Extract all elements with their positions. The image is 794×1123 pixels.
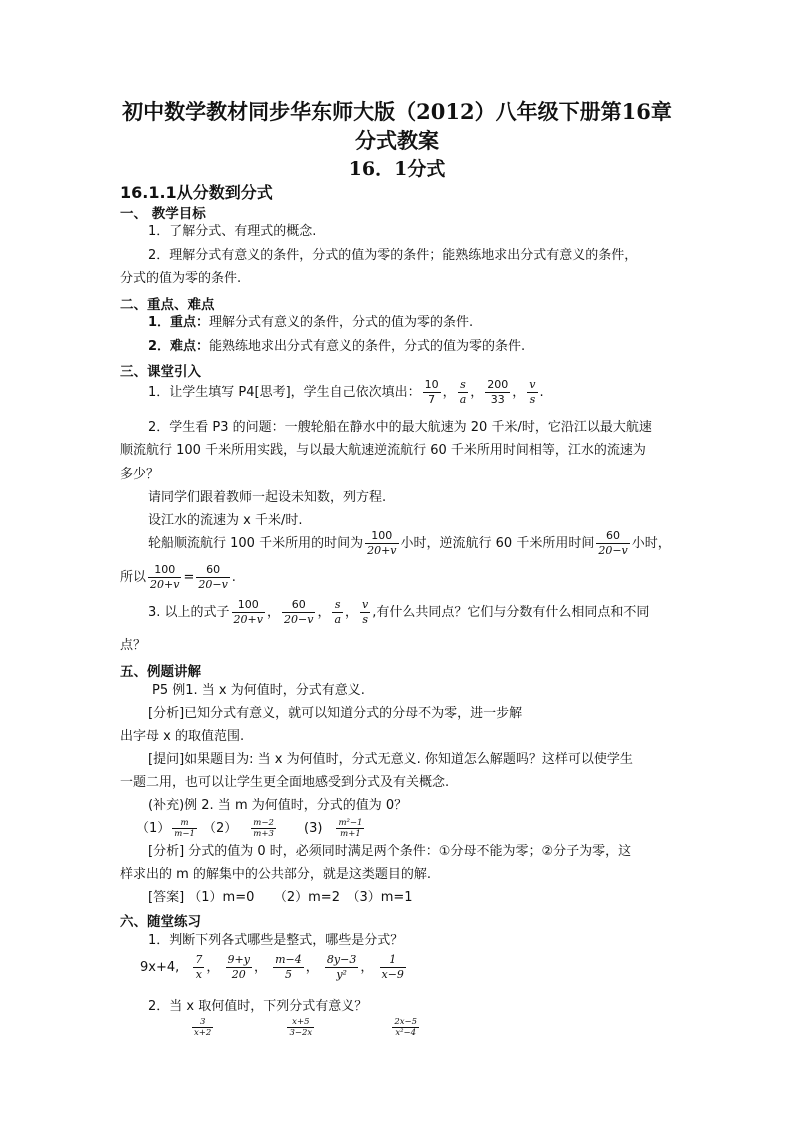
question-1b: 一题二用，也可以让学生更全面地感受到分式及有关概念. xyxy=(120,775,450,790)
heading-practice: 六、随堂练习 xyxy=(120,914,201,930)
intro-p4: 设江水的流速为 x 千米/时. xyxy=(148,513,303,528)
fraction xyxy=(332,598,343,627)
fraction xyxy=(148,563,181,592)
example-2-items xyxy=(136,814,366,844)
denominator: 20−v xyxy=(598,544,628,557)
denominator: 20−v xyxy=(198,578,228,591)
fraction xyxy=(287,1017,314,1038)
fraction xyxy=(360,598,370,627)
numerator: m xyxy=(172,818,197,829)
fraction xyxy=(273,953,304,982)
heading-examples: 五、例题讲解 xyxy=(120,664,201,680)
denominator: x²−4 xyxy=(395,1028,417,1038)
denominator: 5 xyxy=(284,968,292,981)
numerator: v xyxy=(529,378,536,391)
denominator: 7 xyxy=(428,393,436,406)
denominator: y² xyxy=(336,968,347,981)
numerator: 200 xyxy=(487,378,509,391)
numerator: 60 xyxy=(596,529,629,544)
fraction xyxy=(251,818,276,839)
intro-p5-text-c: 小时， xyxy=(631,536,671,551)
intro-p6-text: 所以 xyxy=(120,570,147,585)
numerator: 100 xyxy=(232,598,265,613)
numerator: 60 xyxy=(196,563,229,578)
denominator: 3−2x xyxy=(289,1028,313,1038)
denominator: 20+v xyxy=(233,613,263,626)
fraction xyxy=(423,378,441,407)
numerator: m−2 xyxy=(253,818,274,828)
analysis-2b: 样求出的 m 的解集中的公共部分，就是这类题目的解. xyxy=(120,867,432,882)
intro-p6 xyxy=(120,562,236,594)
denominator: m+3 xyxy=(253,829,274,839)
numerator: 8y−3 xyxy=(326,953,357,966)
fraction xyxy=(485,378,510,407)
document-title-line3: 16．1分式 xyxy=(348,158,446,180)
heading-teaching-goals: 一、 教学目标 xyxy=(120,206,206,222)
numerator: 100 xyxy=(148,563,181,578)
item-label-2: （2） xyxy=(203,821,238,836)
numerator: 9+y xyxy=(227,953,250,966)
key-point-text: 理解分式有意义的条件，分式的值为零的条件. xyxy=(209,315,474,330)
denominator: m−1 xyxy=(174,829,195,839)
intro-p7c: 点？ xyxy=(120,638,147,653)
numerator: 10 xyxy=(424,378,439,391)
denominator: x xyxy=(195,968,203,981)
difficult-point-line xyxy=(148,337,525,356)
fraction xyxy=(325,953,358,982)
fraction xyxy=(282,598,315,627)
numerator: m−4 xyxy=(275,953,302,966)
fraction xyxy=(196,563,229,592)
fraction xyxy=(193,953,204,982)
denominator: a xyxy=(459,393,467,406)
fraction xyxy=(192,1017,213,1038)
numerator: 3 xyxy=(192,1017,213,1028)
intro-p3: 请同学们跟着教师一起设未知数，列方程. xyxy=(148,490,387,505)
key-point-line xyxy=(148,313,473,332)
equals-sign: = xyxy=(183,570,195,585)
practice-q2: 2．当 x 取何值时，下列分式有意义？ xyxy=(148,999,368,1014)
numerator: x+5 xyxy=(287,1017,314,1028)
numerator: 7 xyxy=(195,953,203,966)
denominator: a xyxy=(334,613,342,626)
practice-q1: 1．判断下列各式哪些是整式，哪些是分式？ xyxy=(148,933,404,948)
heading-class-intro: 三、课堂引入 xyxy=(120,364,201,380)
analysis-2a: [分析] 分式的值为 0 时，必须同时满足两个条件：①分母不能为零；②分子为零，这 xyxy=(148,844,632,859)
practice-q2-expressions xyxy=(190,1013,421,1043)
goal-item-1: 1．了解分式、有理式的概念. xyxy=(148,224,317,239)
fraction xyxy=(596,529,629,558)
fraction xyxy=(172,818,197,839)
intro-p5-text-a: 轮船顺流航行 100 千米所用的时间为 xyxy=(148,536,364,551)
goal-item-2a: 2．理解分式有意义的条件，分式的值为零的条件；能熟练地求出分式有意义的条件， xyxy=(148,248,638,263)
example-1: P5 例1. 当 x 为何值时，分式有意义. xyxy=(152,683,365,698)
answer: [答案] （1）m=0 （2）m=2 （3）m=1 xyxy=(148,890,413,905)
intro-p2a: 2．学生看 P3 的问题：一艘轮船在静水中的最大航速为 20 千米/时，它沿江以最大航速 xyxy=(148,420,652,435)
denominator: x−9 xyxy=(381,968,404,981)
numerator: 60 xyxy=(282,598,315,613)
item-label-1: （1） xyxy=(136,821,171,836)
fraction xyxy=(380,953,406,982)
numerator: 100 xyxy=(365,529,398,544)
practice-q1-expressions: 9x+4, $\frac{7}{x}$ ， $\frac{9+y}{20}$ ， $\frac{m-4}{5}$ ， $\frac{8y-3}{\text{y²}}$ ， $\frac{1}{x-9}$ xyxy=(140,953,404,981)
fraction xyxy=(392,1017,419,1038)
denominator: 20+v xyxy=(367,544,397,557)
fraction xyxy=(226,953,252,982)
document-title-line1: 初中数学教材同步华东师大版（2012）八年级下册第16章 xyxy=(122,99,672,124)
intro-p7-text-b: ,有什么共同点？它们与分数有什么相同点和不同 xyxy=(372,605,650,620)
intro-p5 xyxy=(148,528,671,560)
numerator: s xyxy=(332,598,343,613)
numerator: 2x−5 xyxy=(394,1017,418,1027)
difficult-point-label: 2．难点： xyxy=(148,339,210,354)
denominator: m+1 xyxy=(340,829,361,839)
denominator: 20 xyxy=(231,968,246,981)
analysis-1b: 出字母 x 的取值范围. xyxy=(120,729,245,744)
integer-expression: 9x+4, xyxy=(140,960,180,975)
denominator: 20+v xyxy=(150,578,180,591)
intro-p7: 3. 以上的式子 $\frac{100}{20+v}$ ， $\frac{60}{20-v}$ ， $\frac{s}{a}$ ， $\frac{v}{s}$ ,有什么共同点？它们与分数有什么相同点和不同 xyxy=(148,598,650,626)
document-title-line2: 分式教案 xyxy=(355,128,439,153)
denominator: 33 xyxy=(490,393,505,406)
denominator: 20−v xyxy=(284,613,314,626)
denominator: x+2 xyxy=(194,1028,212,1038)
goal-item-2b: 分式的值为零的条件. xyxy=(120,271,242,286)
intro-p2c: 多少？ xyxy=(120,467,160,482)
numerator: m²−1 xyxy=(338,818,363,828)
example-2: (补充)例 2. 当 m 为何值时，分式的值为 0？ xyxy=(148,798,408,813)
question-1a: [提问]如果题目为: 当 x 为何值时，分式无意义. 你知道怎么解题吗？这样可以使学生 xyxy=(148,752,633,767)
denominator: s xyxy=(529,393,536,406)
intro-p7-text-a: 3. 以上的式子 xyxy=(148,605,230,620)
intro-p1-text: 1．让学生填写 P4[思考]，学生自己依次填出： xyxy=(148,385,421,400)
fraction xyxy=(232,598,265,627)
fraction xyxy=(458,378,469,407)
difficult-point-text: 能熟练地求出分式有意义的条件，分式的值为零的条件. xyxy=(209,339,526,354)
item-label-3: (3) xyxy=(304,821,323,836)
key-point-label: 1．重点： xyxy=(148,315,210,330)
heading-key-points: 二、重点、难点 xyxy=(120,297,215,313)
period: . xyxy=(231,570,236,585)
fraction xyxy=(365,529,398,558)
section-heading: 16.1.1从分数到分式 xyxy=(120,183,273,202)
fraction xyxy=(336,818,364,839)
intro-p1: 1．让学生填写 P4[思考]，学生自己依次填出： $\frac{10}{7}$ ， $\frac{s}{a}$ ， $\frac{200}{33}$ ， $\frac{v}{s}$ . xyxy=(148,378,544,406)
numerator: v xyxy=(362,598,369,611)
analysis-1a: [分析]已知分式有意义，就可以知道分式的分母不为零，进一步解 xyxy=(148,706,523,721)
intro-p5-text-b: 小时，逆流航行 60 千米所用时间 xyxy=(400,536,595,551)
numerator: 1 xyxy=(380,953,406,968)
fraction xyxy=(527,378,537,407)
numerator: s xyxy=(458,378,469,393)
intro-p2b: 顺流航行 100 千米所用实践，与以最大航速逆流航行 60 千米所用时间相等，江水的流速为 xyxy=(120,443,646,458)
denominator: s xyxy=(362,613,368,626)
